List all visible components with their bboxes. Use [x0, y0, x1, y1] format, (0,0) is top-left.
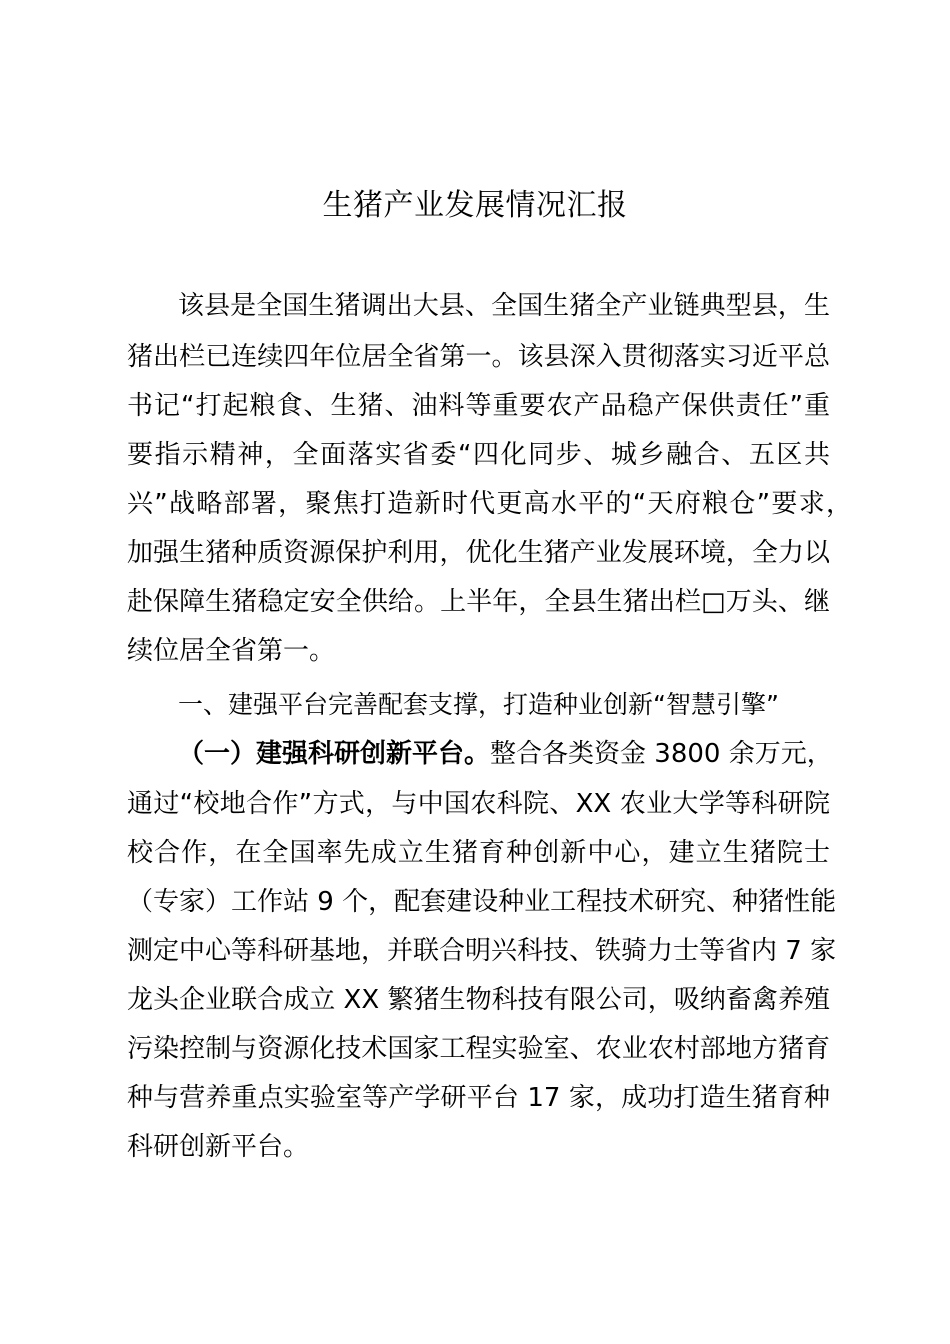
- subsection-1-line-3: 校合作，在全国率先成立生猪育种创新中心，建立生猪院士: [127, 838, 830, 868]
- subsection-1-line-7: 污染控制与资源化技术国家工程实验室、农业农村部地方猪育: [127, 1034, 830, 1064]
- paragraph-1-line-4: 要指示精神，全面落实省委“四化同步、城乡融合、五区共: [127, 440, 830, 470]
- subsection-1-line-8: 种与营养重点实验室等产学研平台 17 家，成功打造生猪育种: [127, 1083, 830, 1113]
- paragraph-1-line-5: 兴”战略部署，聚焦打造新时代更高水平的“天府粮仓”要求，: [127, 489, 852, 519]
- document-title: 生猪产业发展情况汇报: [322, 188, 628, 223]
- subsection-1-first-line: [178, 737, 833, 771]
- paragraph-1-line-3: 书记“打起粮食、生猪、油料等重要农产品稳产保供责任”重: [127, 391, 830, 421]
- paragraph-1-line-1: 该县是全国生猪调出大县、全国生猪全产业链典型县，生: [178, 291, 830, 321]
- section-1-heading: 一、建强平台完善配套支撑，打造种业创新“智慧引擎”: [178, 690, 779, 719]
- subsection-1-line-9: 科研创新平台。: [127, 1132, 310, 1162]
- subsection-1-line-6: 龙头企业联合成立 XX 繁猪生物科技有限公司，吸纳畜禽养殖: [127, 985, 830, 1015]
- subsection-1-line-2: 通过“校地合作”方式，与中国农科院、XX 农业大学等科研院: [127, 789, 830, 819]
- subsection-1-heading: （一）建强科研创新平台。: [178, 739, 491, 769]
- subsection-1-line-4: （专家）工作站 9 个，配套建设种业工程技术研究、种猪性能: [127, 887, 837, 917]
- subsection-1-first-line-text: 整合各类资金 3800 余万元，: [490, 739, 833, 769]
- subsection-1-line-5: 测定中心等科研基地，并联合明兴科技、铁骑力士等省内 7 家: [127, 936, 837, 966]
- paragraph-1-line-7: 赴保障生猪稳定安全供给。上半年，全县生猪出栏□万头、继: [127, 587, 830, 617]
- paragraph-1-line-8: 续位居全省第一。: [127, 636, 336, 666]
- paragraph-1-line-2: 猪出栏已连续四年位居全省第一。该县深入贯彻落实习近平总: [127, 342, 830, 372]
- paragraph-1-line-6: 加强生猪种质资源保护利用，优化生猪产业发展环境，全力以: [127, 538, 830, 568]
